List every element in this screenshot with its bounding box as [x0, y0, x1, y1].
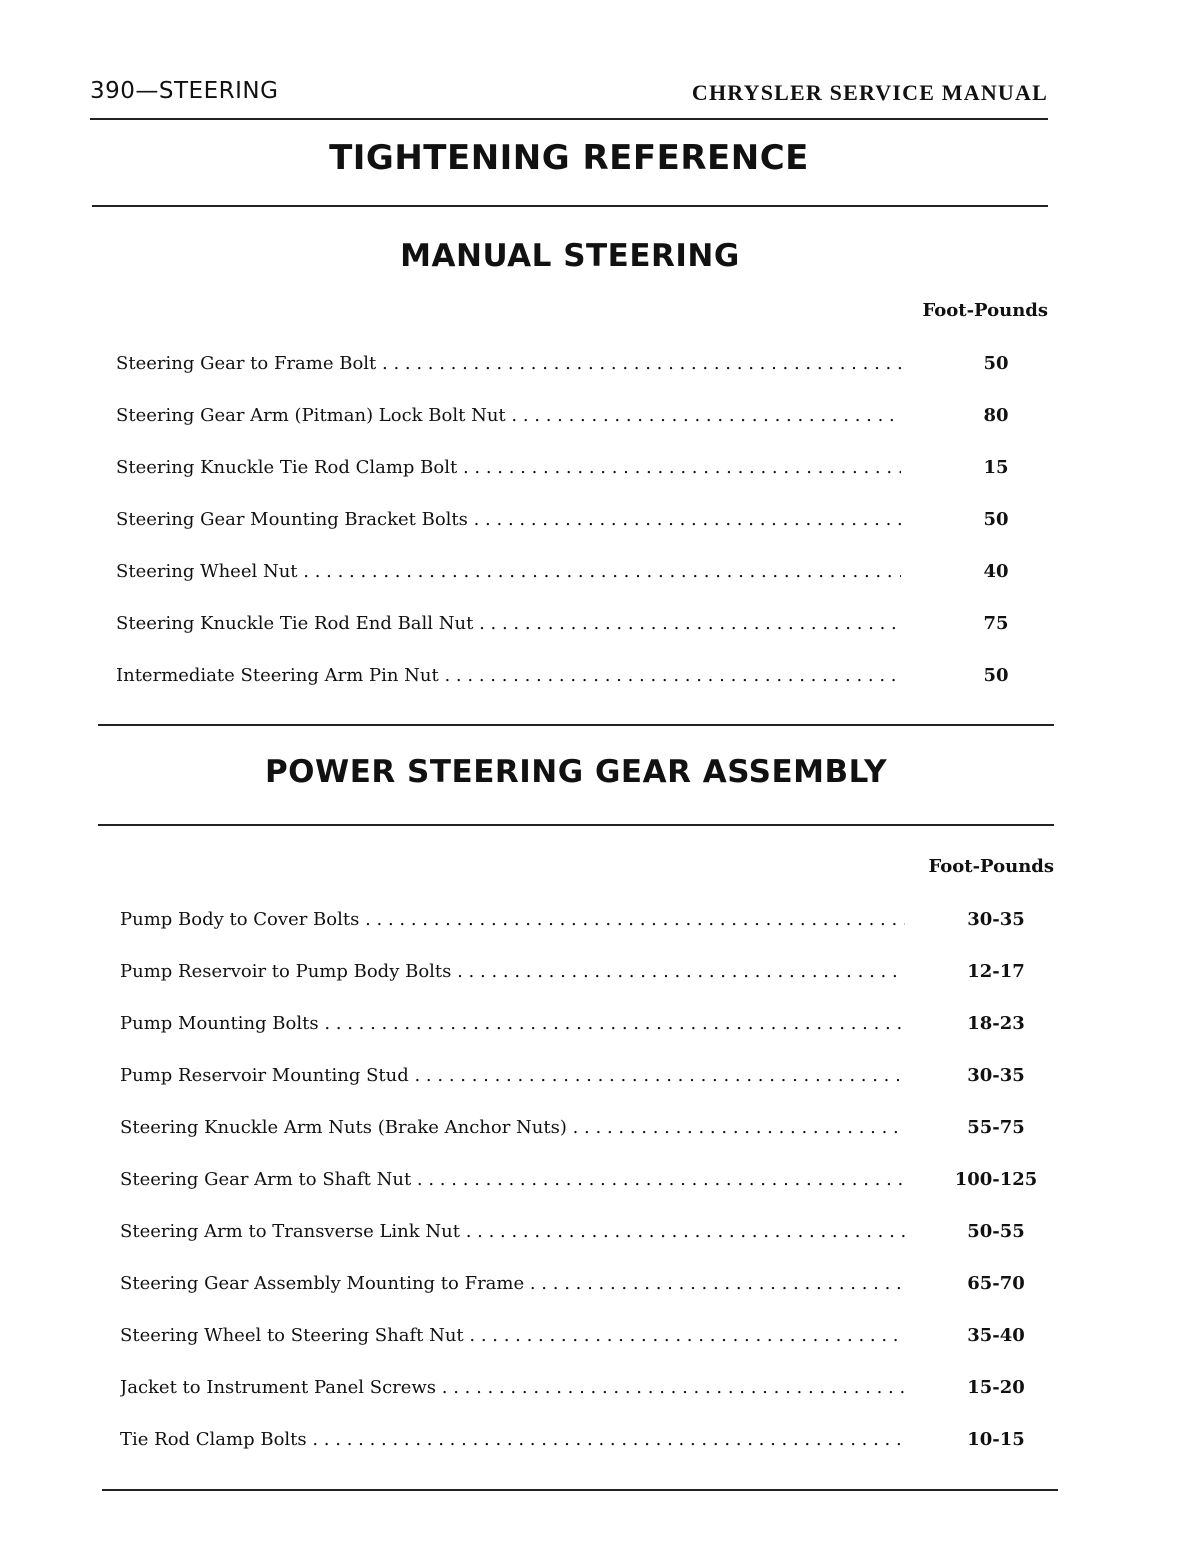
spec-value: 18-23: [967, 1013, 1025, 1034]
units-label: Foot-Pounds: [928, 856, 1054, 877]
spec-label: Jacket to Instrument Panel Screws . . .: [120, 1373, 905, 1403]
spec-row: [120, 1113, 1040, 1143]
spec-value: 50-55: [967, 1221, 1025, 1242]
spec-row: [116, 661, 1036, 691]
spec-row: [116, 557, 1036, 587]
spec-value: 10-15: [967, 1429, 1025, 1450]
spec-label: Steering Gear to Frame Bolt . . .: [116, 349, 901, 379]
spec-row: [120, 1217, 1040, 1247]
spec-list-manual-steering: [116, 349, 1036, 694]
spec-row: [120, 1165, 1040, 1195]
spec-row: [116, 349, 1036, 379]
spec-label: Pump Mounting Bolts . . .: [120, 1009, 905, 1039]
spec-label: Steering Knuckle Arm Nuts (Brake Anchor Nuts) . . .: [120, 1113, 905, 1143]
spec-row: [120, 1373, 1040, 1403]
divider: [98, 824, 1054, 826]
units-label: Foot-Pounds: [922, 300, 1048, 321]
manual-title: CHRYSLER SERVICE MANUAL: [691, 80, 1048, 105]
spec-value: 35-40: [967, 1325, 1025, 1346]
spec-value: 30-35: [967, 909, 1025, 930]
spec-value: 75: [983, 613, 1009, 634]
spec-value: 65-70: [967, 1273, 1025, 1294]
spec-value: 15-20: [967, 1377, 1025, 1398]
spec-row: [120, 1425, 1040, 1455]
divider: [92, 205, 1048, 207]
spec-row: [120, 1009, 1040, 1039]
page-header: [90, 78, 1048, 120]
spec-label: Pump Reservoir to Pump Body Bolts . . .: [120, 957, 905, 987]
divider: [102, 1489, 1058, 1491]
section-title-power-steering: POWER STEERING GEAR ASSEMBLY: [264, 754, 888, 790]
spec-value: 80: [983, 405, 1009, 426]
spec-label: Steering Gear Arm to Shaft Nut . . .: [120, 1165, 905, 1195]
spec-label: Steering Knuckle Tie Rod End Ball Nut . . .: [116, 609, 901, 639]
spec-value: 50: [983, 665, 1009, 686]
divider: [98, 724, 1054, 726]
spec-label: Steering Arm to Transverse Link Nut . . .: [120, 1217, 905, 1247]
spec-label: Steering Wheel Nut . . .: [116, 557, 901, 587]
spec-value: 50: [983, 353, 1009, 374]
spec-label: Steering Gear Arm (Pitman) Lock Bolt Nut . . .: [116, 401, 901, 431]
spec-list-power-steering: [120, 905, 1040, 1460]
spec-row: [120, 957, 1040, 987]
spec-value: 55-75: [967, 1117, 1025, 1138]
page-number: 390—STEERING: [90, 78, 279, 104]
spec-row: [116, 609, 1036, 639]
spec-value: 12-17: [967, 961, 1025, 982]
spec-value: 40: [983, 561, 1009, 582]
spec-label: Steering Gear Assembly Mounting to Frame . . .: [120, 1269, 905, 1299]
spec-label: Intermediate Steering Arm Pin Nut . . .: [116, 661, 901, 691]
spec-row: [120, 905, 1040, 935]
spec-row: [116, 401, 1036, 431]
spec-row: [120, 1321, 1040, 1351]
spec-value: 15: [983, 457, 1009, 478]
spec-label: Pump Reservoir Mounting Stud . . .: [120, 1061, 905, 1091]
spec-label: Steering Gear Mounting Bracket Bolts . . .: [116, 505, 901, 535]
section-title-manual-steering: MANUAL STEERING: [400, 238, 740, 274]
spec-row: [116, 505, 1036, 535]
spec-row: [120, 1269, 1040, 1299]
page-title: TIGHTENING REFERENCE: [329, 138, 809, 178]
spec-value: 100-125: [954, 1169, 1038, 1190]
spec-label: Steering Wheel to Steering Shaft Nut . . .: [120, 1321, 905, 1351]
spec-row: [120, 1061, 1040, 1091]
spec-label: Pump Body to Cover Bolts . . .: [120, 905, 905, 935]
spec-row: [116, 453, 1036, 483]
spec-label: Tie Rod Clamp Bolts . . .: [120, 1425, 905, 1455]
spec-value: 30-35: [967, 1065, 1025, 1086]
spec-value: 50: [983, 509, 1009, 530]
spec-label: Steering Knuckle Tie Rod Clamp Bolt . . .: [116, 453, 901, 483]
